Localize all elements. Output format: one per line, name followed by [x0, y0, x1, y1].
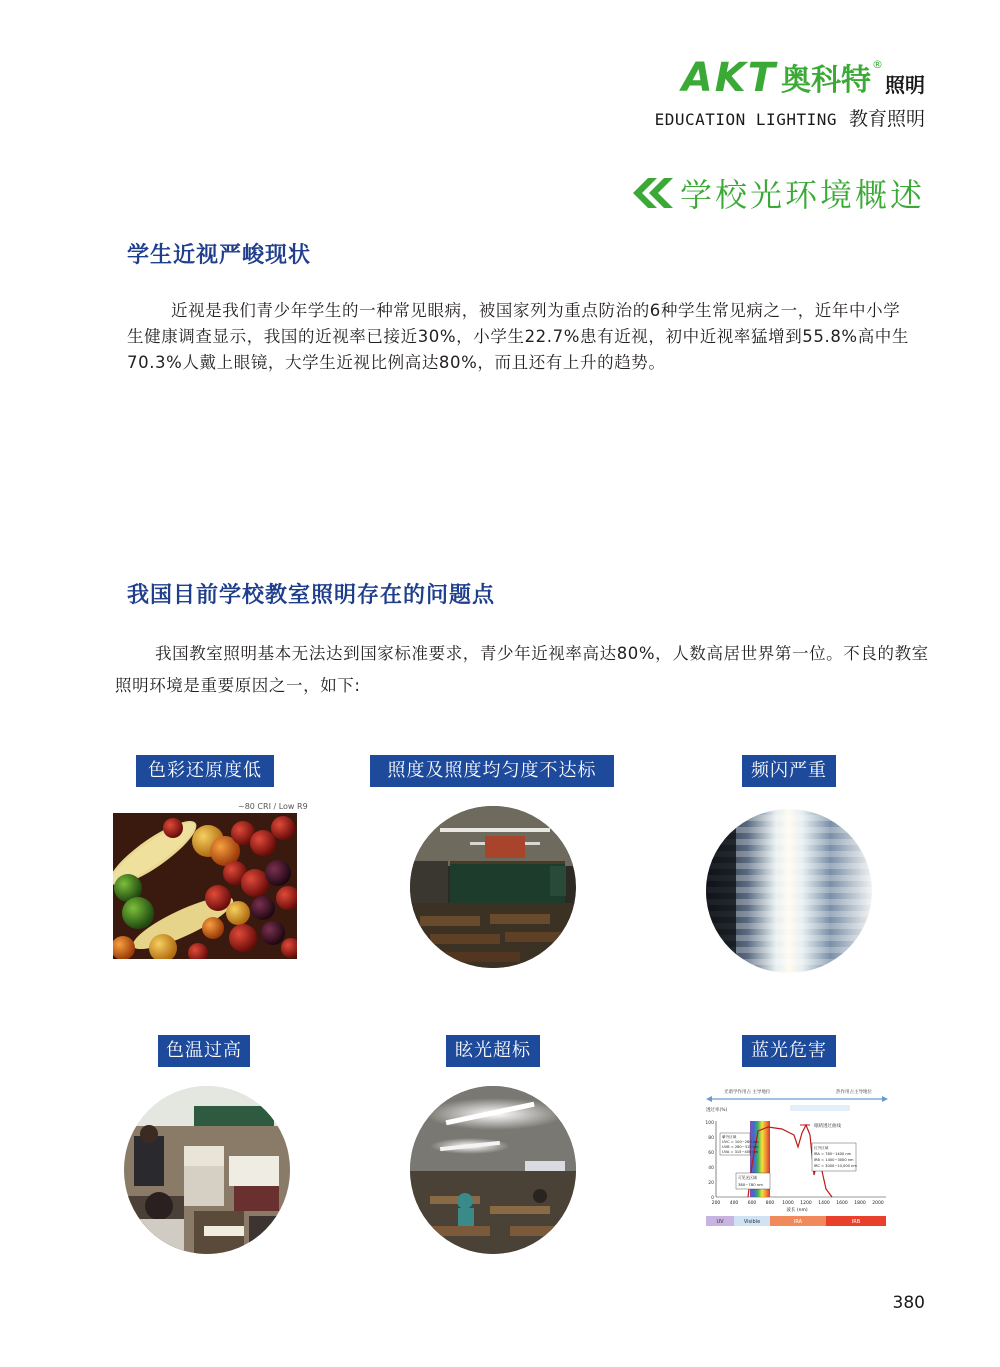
cri-caption: ~80 CRI / Low R9	[238, 802, 308, 811]
x-tick: 1600	[836, 1201, 848, 1206]
chart-xlabel: 波长 (nm)	[786, 1208, 808, 1213]
x-tick: 1200	[800, 1201, 812, 1206]
ir-box-line: IRC = 3000~10,000 nm	[814, 1164, 857, 1168]
y-tick: 60	[708, 1151, 714, 1156]
logo-akt-text: AKT	[681, 55, 777, 101]
logo-cn-text: 奥科特	[781, 63, 871, 98]
status-heading: 学生近视严峻现状	[127, 243, 312, 268]
x-tick: 1000	[782, 1201, 794, 1206]
x-tick: 2000	[872, 1201, 884, 1206]
x-tick: 800	[765, 1201, 775, 1206]
chart-legend: 眼睛透过曲线	[814, 1124, 841, 1129]
logo-suffix: 照明	[885, 73, 925, 97]
dim-classroom-photo	[410, 806, 576, 968]
uv-box-line: UVC = 100~280 nm	[722, 1140, 759, 1144]
y-tick: 0	[711, 1196, 714, 1201]
tagline-en: EDUCATION LIGHTING	[654, 110, 837, 129]
uv-box-line: UVA = 315~400 nm	[722, 1150, 759, 1154]
tagline-cn: 教育照明	[848, 108, 925, 130]
glare-classroom-photo	[410, 1086, 576, 1254]
double-chevron-left-icon	[628, 175, 674, 211]
ir-box-line: IRA = 780~1400 nm	[814, 1152, 852, 1156]
visible-box-line: 可见光区域	[738, 1175, 757, 1180]
problem-label-color-temperature: 色温过高	[158, 1035, 250, 1067]
brand-tagline	[655, 104, 925, 131]
section-title: 学校光环境概述	[679, 176, 925, 214]
page-number: 380	[892, 1293, 925, 1313]
ir-box-line: IRB = 1400~3000 nm	[814, 1158, 854, 1162]
x-tick: 400	[729, 1201, 739, 1206]
uv-box-line: 紫外区域	[722, 1135, 737, 1139]
x-tick: 600	[747, 1201, 757, 1206]
problem-label-illuminance: 照度及照度均匀度不达标	[370, 755, 614, 787]
band-label: UV	[716, 1219, 724, 1225]
problem-label-color-rendering: 色彩还原度低	[136, 755, 274, 787]
crowded-classroom-photo	[124, 1086, 290, 1254]
x-tick: 200	[711, 1201, 721, 1206]
status-paragraph: 近视是我们青少年学生的一种常见眼病，被国家列为重点防治的6种学生常见病之一，近年中小学生健康调查显示，我国的近视率已接近30%，小学生22.7%患有近视，初中近视率猛增到55.8%高中生70.3%人戴上眼镜，大学生近视比例高达80%，而且还有上升的趋势。	[127, 301, 910, 372]
x-tick: 1800	[854, 1201, 866, 1206]
problem-label-blue-light: 蓝光危害	[742, 1035, 836, 1067]
x-tick: 1400	[818, 1201, 830, 1206]
y-tick: 80	[708, 1136, 714, 1141]
problems-intro: 我国教室照明基本无法达到国家标准要求，青少年近视率高达80%，人数高居世界第一位。不良的教室照明环境是重要原因之一，如下:	[115, 644, 929, 695]
problem-label-flicker: 频闪严重	[742, 755, 836, 787]
band-label: Visible	[743, 1219, 761, 1225]
y-tick: 40	[708, 1166, 714, 1171]
eye-transmission-spectrum-chart	[702, 1085, 892, 1230]
section-header	[628, 170, 925, 216]
problem-label-glare: 眩光超标	[446, 1035, 540, 1067]
band-label: IRA	[793, 1219, 803, 1225]
visible-box-line: 380~780 nm	[738, 1182, 763, 1187]
ir-box-line: 红外区域	[814, 1146, 829, 1150]
y-tick: 100	[705, 1121, 714, 1126]
chart-top-right-label: 热作用占主导地位	[836, 1090, 872, 1095]
chart-top-left-label: 光谱学作用占 主导地位	[724, 1090, 771, 1095]
brand-logo	[681, 55, 925, 101]
uv-box-line: UVB = 280~315 nm	[722, 1145, 759, 1149]
registered-mark: ®	[872, 58, 883, 71]
chart-ylabel: 透过率(%)	[706, 1108, 728, 1113]
band-label: IRB	[851, 1219, 861, 1225]
fruit-vegetable-photo	[113, 813, 297, 959]
y-tick: 20	[708, 1181, 714, 1186]
flicker-light-photo	[706, 809, 872, 973]
problems-heading: 我国目前学校教室照明存在的问题点	[127, 583, 496, 608]
